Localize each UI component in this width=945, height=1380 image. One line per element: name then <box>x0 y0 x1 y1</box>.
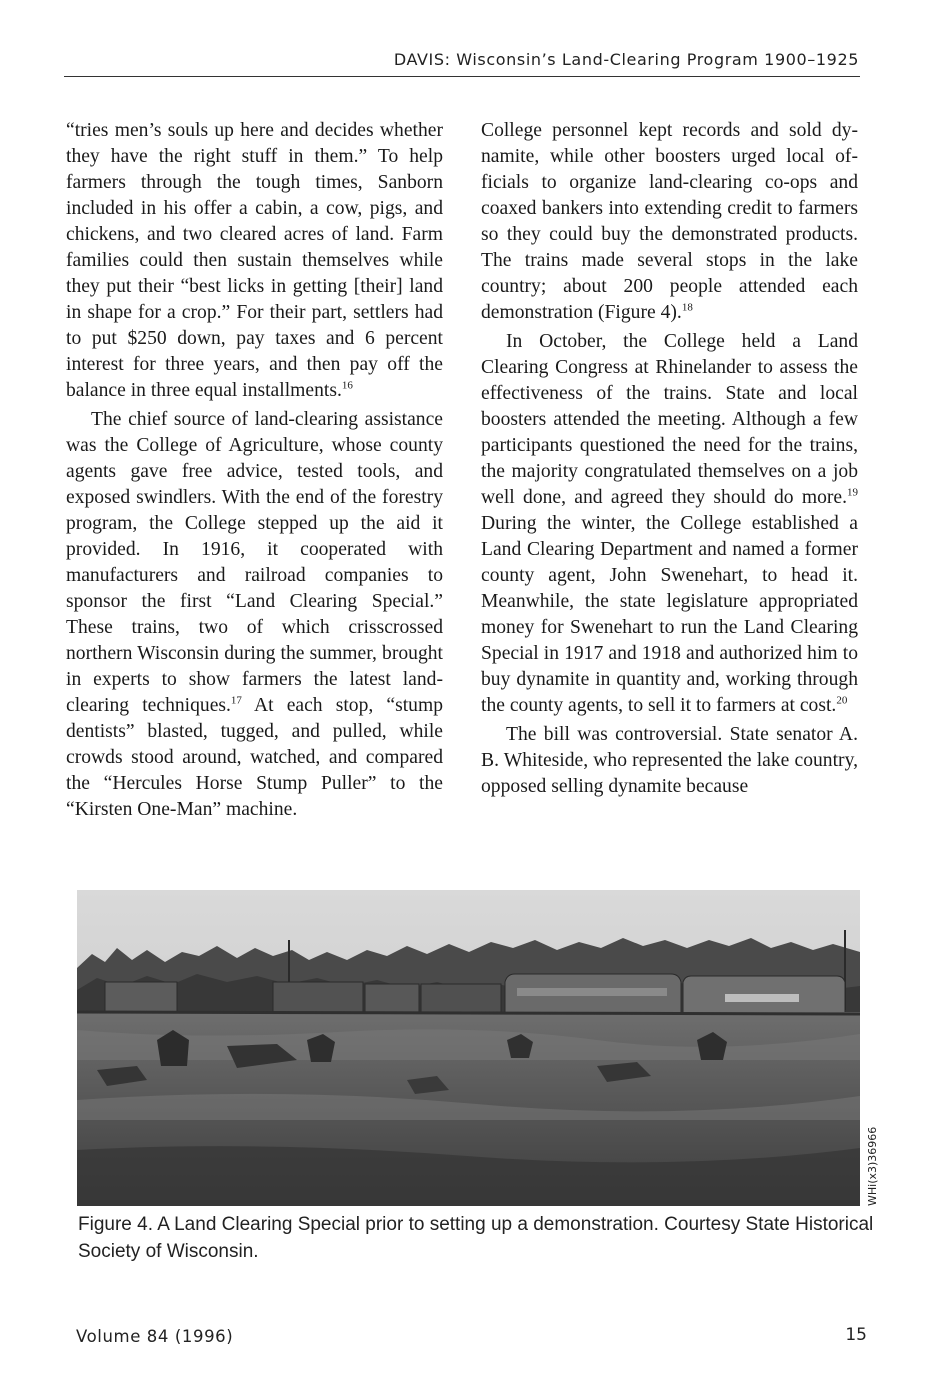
right-column <box>481 118 858 800</box>
right-paragraph-2 <box>481 329 858 719</box>
right-paragraph-3-text: The bill was controversial. State senator A. B. Whiteside, who represented the lake country, opposed selling dynamite because <box>481 724 858 797</box>
left-paragraph-1 <box>66 118 443 404</box>
footnote-ref-17: 17 <box>230 694 242 707</box>
footnote-ref-18: 18 <box>681 301 693 314</box>
left-paragraph-2-text-a: The chief source of land-clearing assistance was the College of Agriculture, whose county agents gave free advice, tested tools, and exposed swindlers. With the end of the forestry program, the College stepped up the aid it provided. In 1916, it cooperated with manufacturers and railroad companies to sponsor the first “Land Clearing Special.” These trains, two of which crisscrossed northern Wisconsin during the summer, brought in experts to show farmers the latest land-clearing techniques. <box>66 409 443 716</box>
right-paragraph-3 <box>481 722 858 800</box>
left-paragraph-2 <box>66 407 443 823</box>
left-paragraph-1-text: “tries men’s souls up here and decides whether they have the right stuff in them.” To help farmers through the tough times, Sanborn included in his offer a cabin, a cow, pigs, and chickens, and two cleared acres of land. Farm families could then sustain themselves while they put their “best licks in getting [their] land in shape for a crop.” For their part, settlers had to put $250 down, pay taxes and 6 percent interest for three years, and then pay off the balance in three equal installments. <box>66 120 443 401</box>
footnote-ref-16: 16 <box>341 379 353 392</box>
right-paragraph-1-text: College personnel kept records and sold dynamite, while other boosters urged local officials to organize land-clearing co-ops and coaxed bankers into extending credit to farmers so they could buy the demonstrated products. The trains made several stops in the lake country; about 200 people attended each demonstration (Figure 4). <box>481 120 858 323</box>
figure-photo <box>77 890 860 1206</box>
photo-credit: WHi(x3)36966 <box>866 1126 879 1206</box>
page-number: 15 <box>845 1325 867 1345</box>
footnote-ref-20: 20 <box>836 694 848 707</box>
right-paragraph-2-text-b: During the winter, the College established a Land Clearing Department and named a former county agent, John Swenehart, to head it. Meanwhile, the state legislature appropriated money for Swenehart to run the Land Clearing Special in 1917 and 1918 and authorized him to buy dynamite in quantity and, working through the county agents, to sell it to farmers at cost. <box>481 513 858 716</box>
right-paragraph-2-text-a: In October, the College held a Land Clearing Congress at Rhinelander to assess the effectiveness of the trains. State and local boosters attended the meeting. Although a few participants questioned the need for the trains, the majority congratulated themselves on a job well done, and agreed they should do more. <box>481 331 858 508</box>
train-photo-illustration <box>77 890 860 1206</box>
left-paragraph-2-text-b: At each stop, “stump dentists” blasted, tugged, and pulled, while crowds stood around, watched, and compared the “Hercules Horse Stump Puller” to the “Kirsten One-Man” machine. <box>66 695 444 820</box>
footnote-ref-19: 19 <box>847 486 858 499</box>
volume-footer: Volume 84 (1996) <box>76 1327 234 1346</box>
right-paragraph-1 <box>481 118 858 326</box>
left-column <box>66 118 443 823</box>
figure-caption: Figure 4. A Land Clearing Special prior to setting up a demonstration. Courtesy State Historical Society of Wisconsin. <box>78 1214 874 1262</box>
running-header: DAVIS: Wisconsin’s Land-Clearing Program 1900–1925 <box>393 50 859 69</box>
header-rule <box>64 76 860 77</box>
